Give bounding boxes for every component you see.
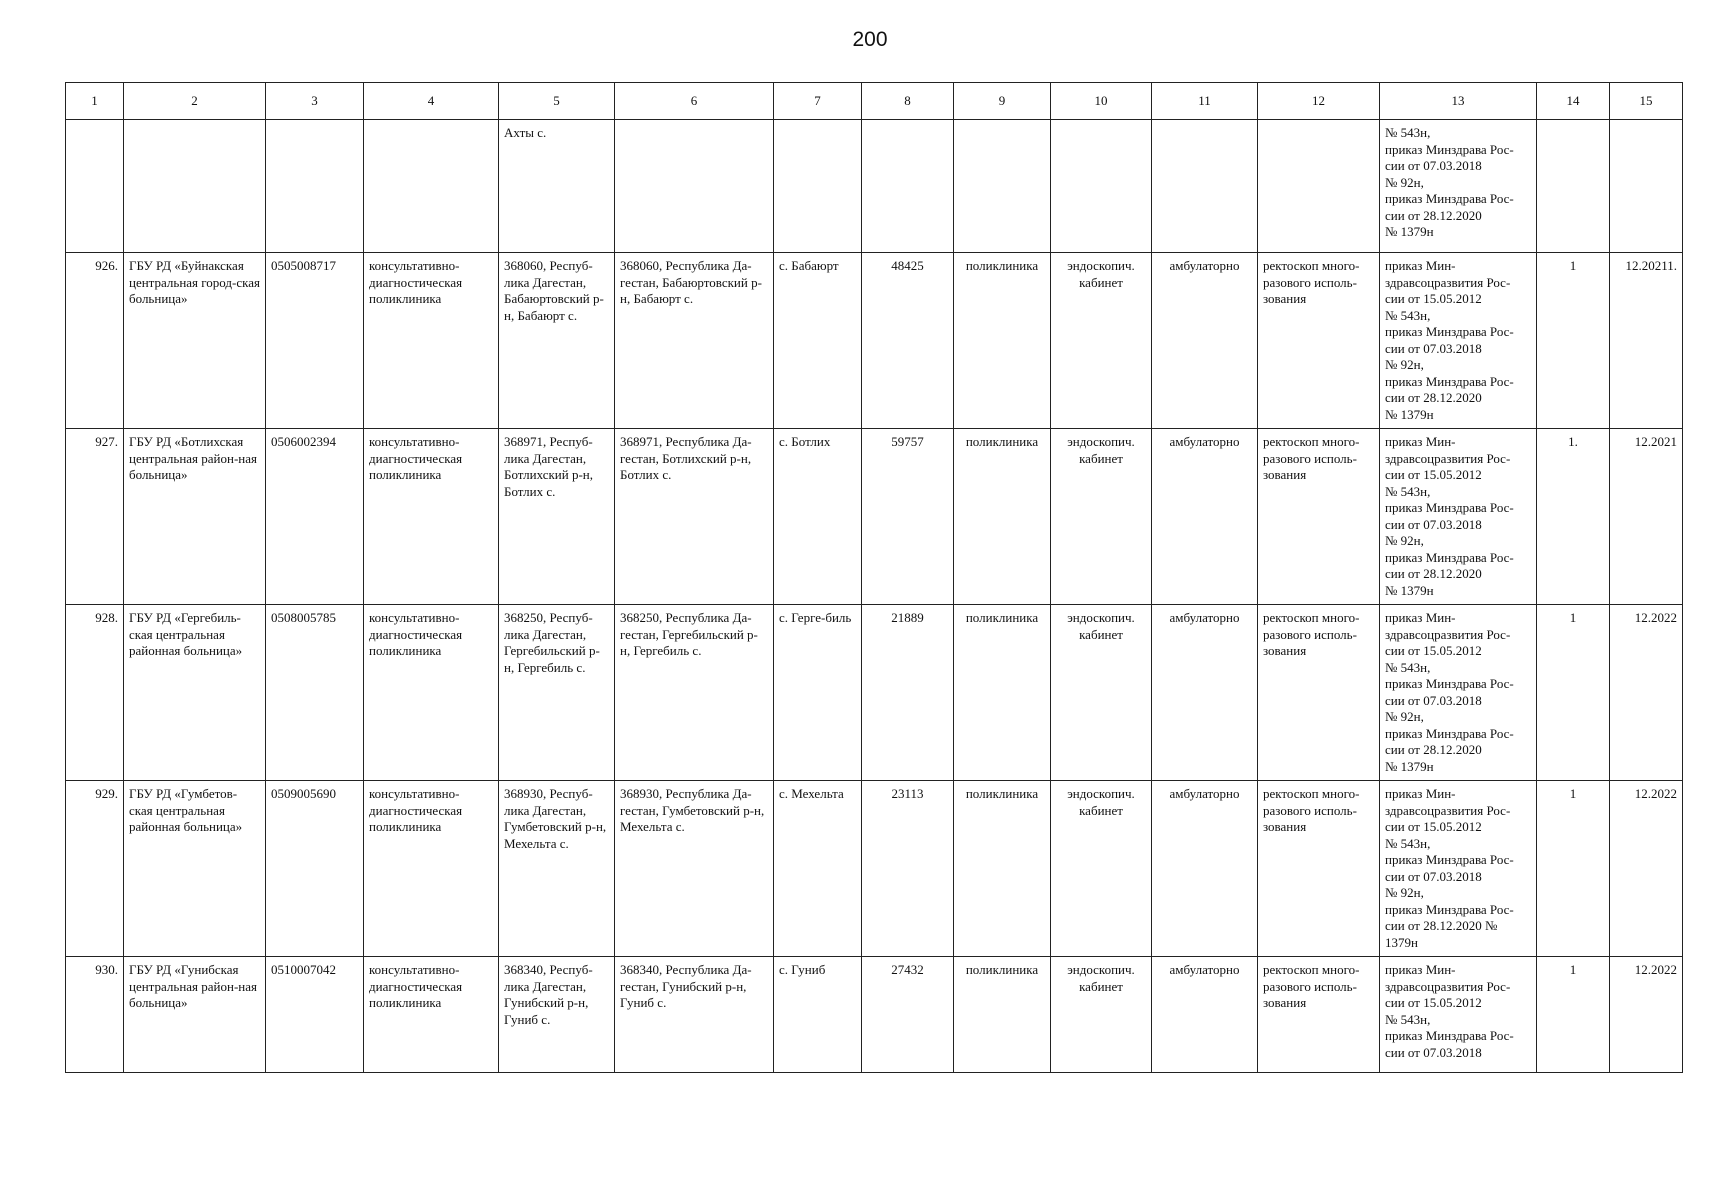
cell-facility: поликлиника [954,605,1051,781]
cell-inn: 0505008717 [266,253,364,429]
cell-quantity: 1 [1537,957,1610,1073]
column-number: 2 [124,83,266,120]
cell-locality: с. Герге-биль [774,605,862,781]
cell-date: 12.2022 [1610,781,1683,957]
cell-address-full: 368250, Республика Да-гестан, Гергебильский р-н, Гергебиль с. [615,605,774,781]
cell-number: 927. [66,429,124,605]
cell-institution-type: консультативно-диагностическая поликлиника [364,429,499,605]
cell-equipment: ректоскоп много-разового исполь-зования [1258,253,1380,429]
cell-population: 48425 [862,253,954,429]
cell-care-mode: амбулаторно [1152,253,1258,429]
cell-date: 12.2021 [1610,429,1683,605]
cell-empty [66,120,124,253]
cell-unit: эндоскопич. кабинет [1051,957,1152,1073]
cell-population: 59757 [862,429,954,605]
column-number: 7 [774,83,862,120]
cell-institution-type: консультативно-диагностическая поликлиника [364,957,499,1073]
cell-equipment: ректоскоп много-разового исполь-зования [1258,957,1380,1073]
cell-facility: поликлиника [954,781,1051,957]
cell-orders: приказ Мин- здравсоцразвития Рос- сии от 15.05.2012 № 543н, приказ Минздрава Рос- сии от 07.03.2018 № 92н, приказ Минздрава Рос- сии от 28.12.2020 № 1379н [1380,429,1537,605]
cell-unit: эндоскопич. кабинет [1051,429,1152,605]
cell-address-full: 368930, Республика Да-гестан, Гумбетовский р-н, Мехельта с. [615,781,774,957]
column-number: 4 [364,83,499,120]
cell-address: Ахты с. [499,120,615,253]
cell-facility: поликлиника [954,429,1051,605]
cell-quantity: 1 [1537,253,1610,429]
cell-quantity: 1. [1537,429,1610,605]
cell-orders: приказ Мин- здравсоцразвития Рос- сии от 15.05.2012 № 543н, приказ Минздрава Рос- сии от 07.03.2018 № 92н, приказ Минздрава Рос- сии от 28.12.2020 № 1379н [1380,253,1537,429]
cell-address: 368250, Респуб-лика Дагестан, Гергебильский р-н, Гергебиль с. [499,605,615,781]
cell-institution-type: консультативно-диагностическая поликлиника [364,781,499,957]
table-row [66,253,1683,429]
cell-population: 27432 [862,957,954,1073]
cell-address: 368971, Респуб-лика Дагестан, Ботлихский р-н, Ботлих с. [499,429,615,605]
cell-locality: с. Ботлих [774,429,862,605]
cell-empty [1051,120,1152,253]
cell-population: 21889 [862,605,954,781]
column-number: 13 [1380,83,1537,120]
cell-address-full: 368340, Республика Да-гестан, Гунибский р-н, Гуниб с. [615,957,774,1073]
cell-population: 23113 [862,781,954,957]
cell-equipment: ректоскоп много-разового исполь-зования [1258,429,1380,605]
cell-organization: ГБУ РД «Гумбетов-ская центральная районная больница» [124,781,266,957]
cell-organization: ГБУ РД «Гергебиль-ская центральная районная больница» [124,605,266,781]
cell-locality: с. Гуниб [774,957,862,1073]
page-number: 200 [852,28,888,51]
cell-facility: поликлиника [954,957,1051,1073]
continuation-row [66,120,1683,253]
cell-address: 368340, Респуб-лика Дагестан, Гунибский р-н, Гуниб с. [499,957,615,1073]
cell-date: 12.20211. [1610,253,1683,429]
cell-facility: поликлиника [954,253,1051,429]
column-number: 14 [1537,83,1610,120]
cell-equipment: ректоскоп много-разового исполь-зования [1258,605,1380,781]
cell-empty [266,120,364,253]
cell-orders: приказ Мин- здравсоцразвития Рос- сии от 15.05.2012 № 543н, приказ Минздрава Рос- сии от 07.03.2018 [1380,957,1537,1073]
cell-unit: эндоскопич. кабинет [1051,605,1152,781]
cell-orders: № 543н, приказ Минздрава Рос- сии от 07.03.2018 № 92н, приказ Минздрава Рос- сии от 28.12.2020 № 1379н [1380,120,1537,253]
cell-address: 368060, Респуб-лика Дагестан, Бабаюртовский р-н, Бабаюрт с. [499,253,615,429]
cell-orders: приказ Мин- здравсоцразвития Рос- сии от 15.05.2012 № 543н, приказ Минздрава Рос- сии от 07.03.2018 № 92н, приказ Минздрава Рос- сии от 28.12.2020 № 1379н [1380,605,1537,781]
cell-empty [615,120,774,253]
cell-equipment: ректоскоп много-разового исполь-зования [1258,781,1380,957]
cell-inn: 0510007042 [266,957,364,1073]
cell-care-mode: амбулаторно [1152,781,1258,957]
column-number: 11 [1152,83,1258,120]
cell-locality: с. Бабаюрт [774,253,862,429]
column-number: 15 [1610,83,1683,120]
cell-empty [1258,120,1380,253]
cell-care-mode: амбулаторно [1152,429,1258,605]
table-row [66,957,1683,1073]
cell-number: 926. [66,253,124,429]
cell-number: 929. [66,781,124,957]
cell-address-full: 368060, Республика Да-гестан, Бабаюртовский р-н, Бабаюрт с. [615,253,774,429]
cell-inn: 0509005690 [266,781,364,957]
column-number: 3 [266,83,364,120]
cell-care-mode: амбулаторно [1152,957,1258,1073]
cell-empty [1152,120,1258,253]
cell-organization: ГБУ РД «Ботлихская центральная район-ная больница» [124,429,266,605]
column-number: 10 [1051,83,1152,120]
cell-institution-type: консультативно-диагностическая поликлиника [364,253,499,429]
cell-empty [364,120,499,253]
cell-address: 368930, Респуб-лика Дагестан, Гумбетовский р-н, Мехельта с. [499,781,615,957]
cell-care-mode: амбулаторно [1152,605,1258,781]
cell-quantity: 1 [1537,605,1610,781]
cell-number: 930. [66,957,124,1073]
table-row [66,781,1683,957]
column-number: 1 [66,83,124,120]
column-number-row [66,83,1683,120]
cell-inn: 0508005785 [266,605,364,781]
cell-empty [1610,120,1683,253]
cell-date: 12.2022 [1610,957,1683,1073]
column-number: 9 [954,83,1051,120]
cell-orders: приказ Мин- здравсоцразвития Рос- сии от 15.05.2012 № 543н, приказ Минздрава Рос- сии от 07.03.2018 № 92н, приказ Минздрава Рос- сии от 28.12.2020 № 1379н [1380,781,1537,957]
cell-locality: с. Мехельта [774,781,862,957]
cell-unit: эндоскопич. кабинет [1051,781,1152,957]
cell-empty [954,120,1051,253]
column-number: 5 [499,83,615,120]
cell-empty [774,120,862,253]
cell-quantity: 1 [1537,781,1610,957]
column-number: 12 [1258,83,1380,120]
cell-organization: ГБУ РД «Гунибская центральная район-ная больница» [124,957,266,1073]
cell-address-full: 368971, Республика Да-гестан, Ботлихский р-н, Ботлих с. [615,429,774,605]
table-row [66,605,1683,781]
cell-date: 12.2022 [1610,605,1683,781]
cell-empty [1537,120,1610,253]
cell-organization: ГБУ РД «Буйнакская центральная город-ская больница» [124,253,266,429]
column-number: 6 [615,83,774,120]
cell-institution-type: консультативно-диагностическая поликлиника [364,605,499,781]
cell-number: 928. [66,605,124,781]
column-number: 8 [862,83,954,120]
cell-empty [862,120,954,253]
registry-table [65,82,1683,1073]
cell-unit: эндоскопич. кабинет [1051,253,1152,429]
cell-inn: 0506002394 [266,429,364,605]
table-row [66,429,1683,605]
cell-empty [124,120,266,253]
